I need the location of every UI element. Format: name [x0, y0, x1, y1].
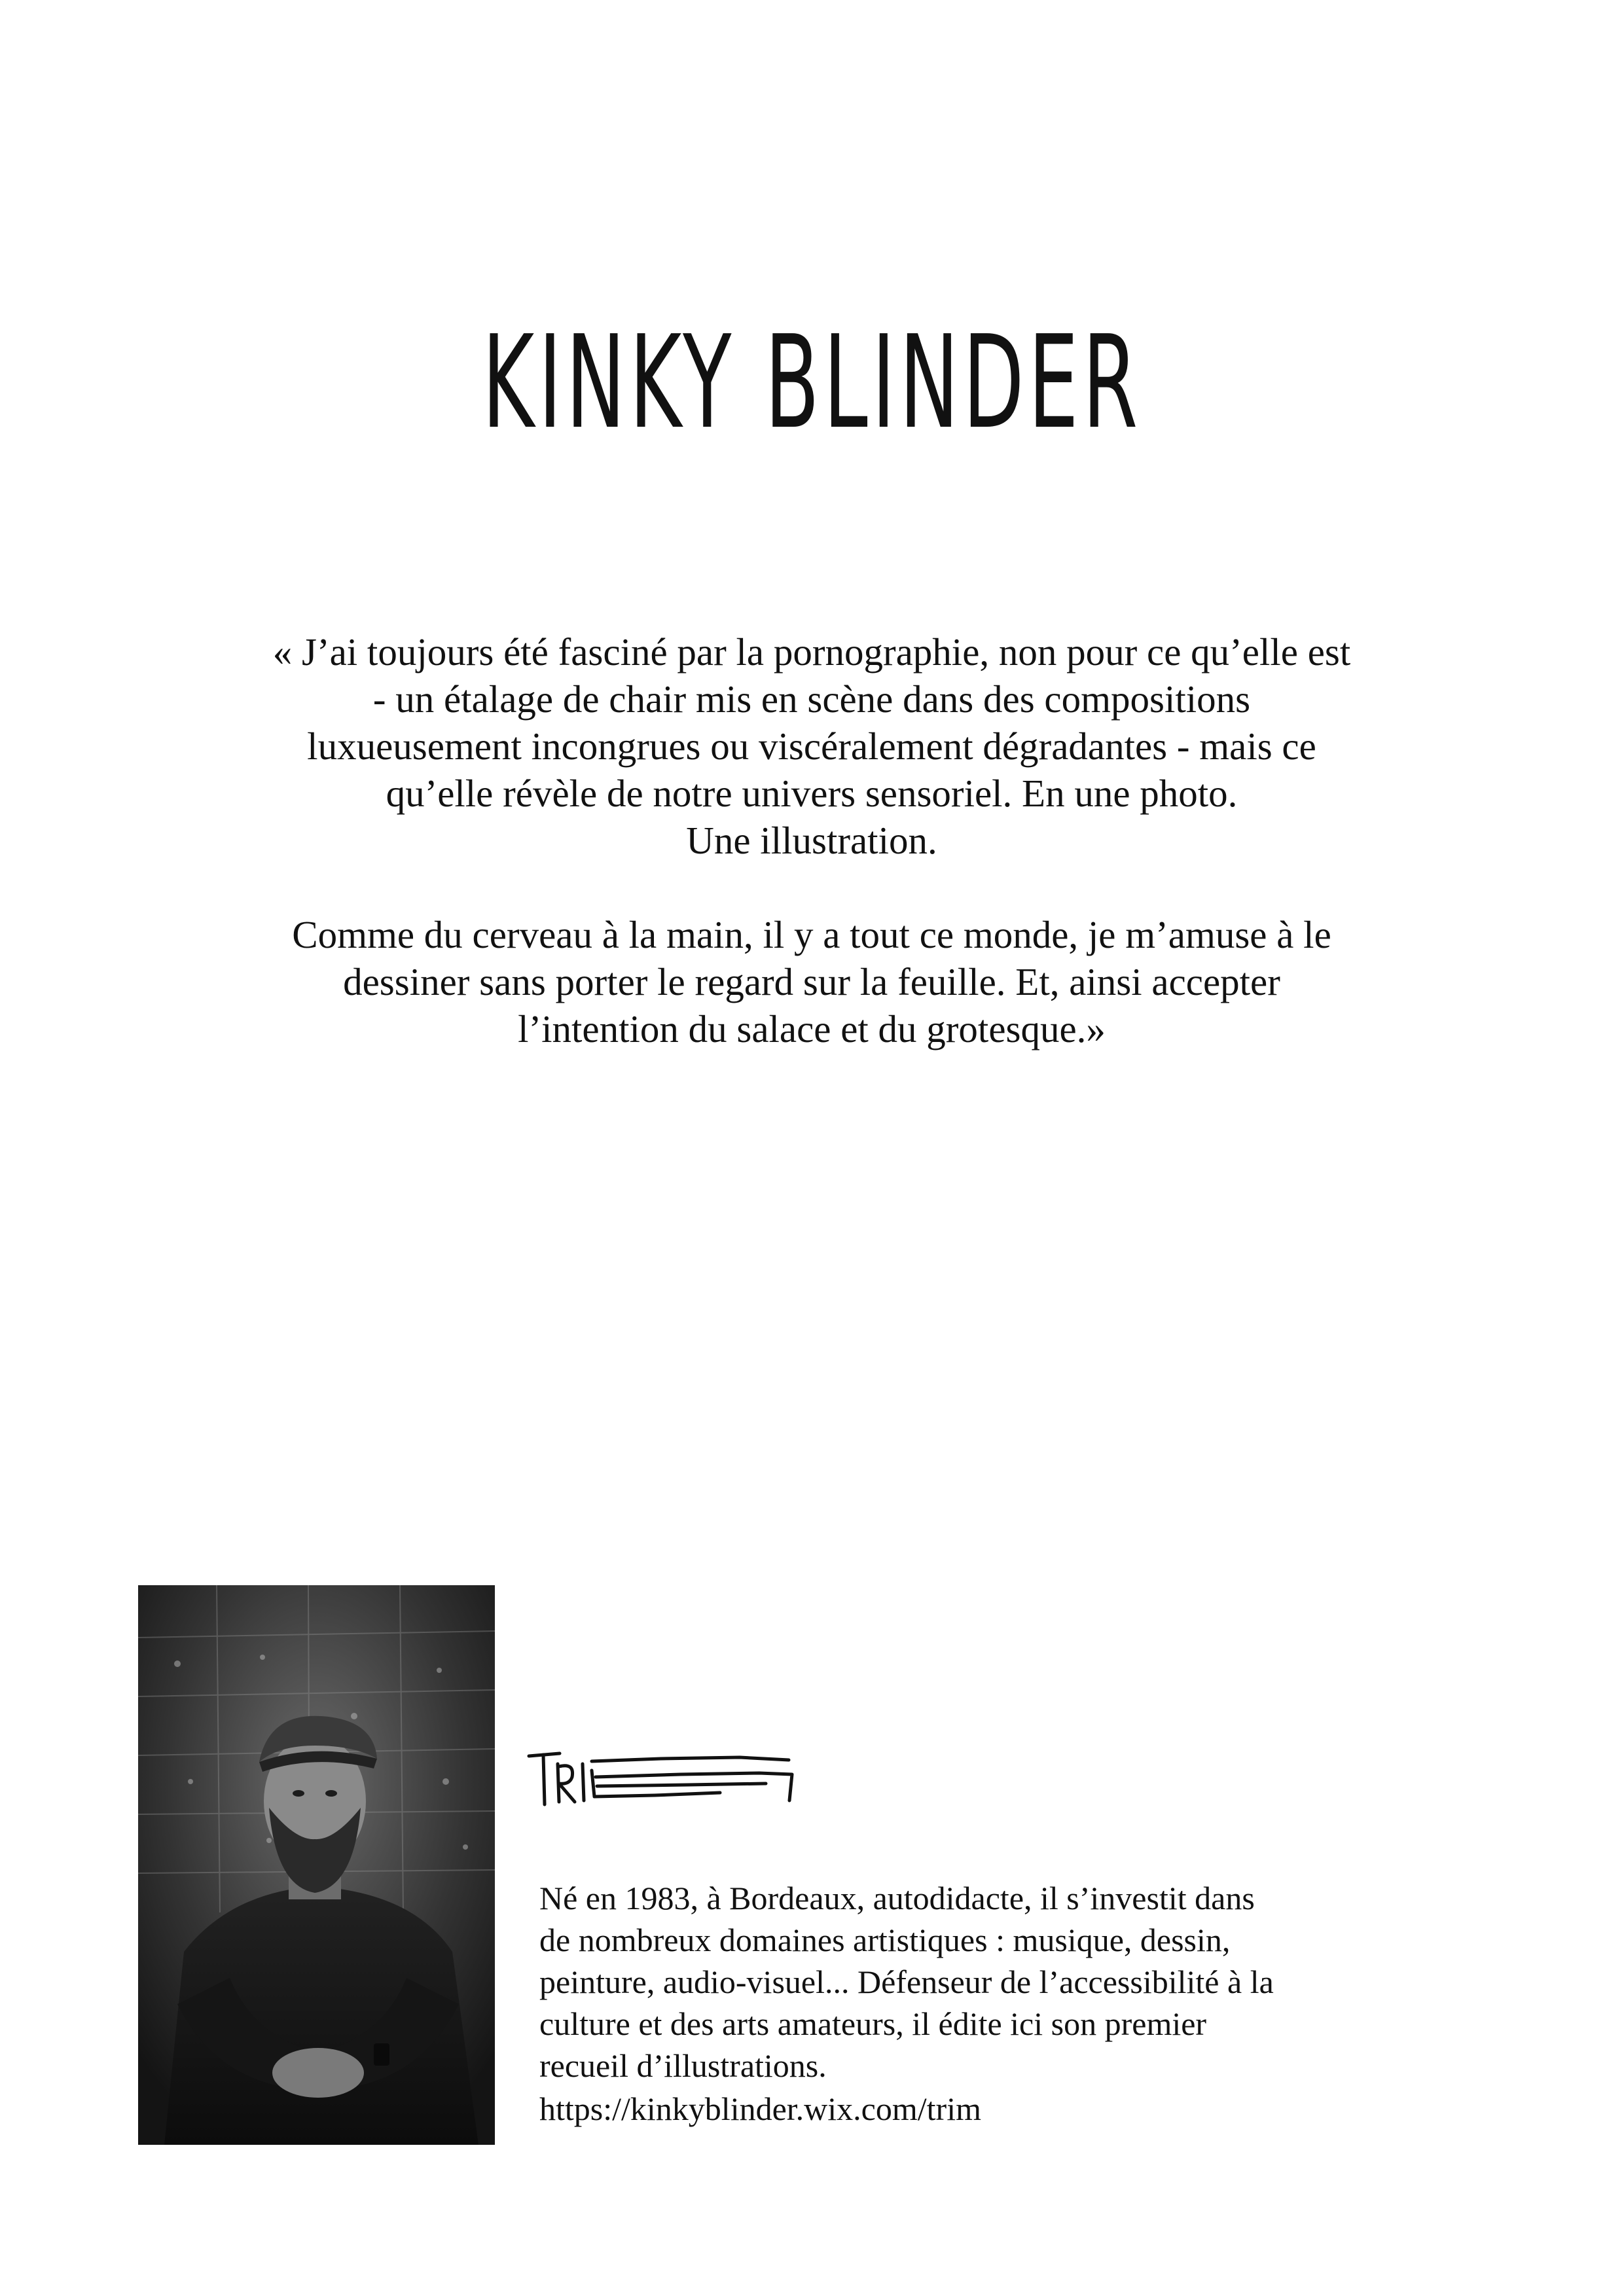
signature: [524, 1744, 799, 1823]
quote-line: « J’ai toujours été fasciné par la pornographie, non pour ce qu’elle est: [272, 630, 1351, 673]
website-link[interactable]: https://kinkyblinder.wix.com/trim: [539, 2090, 981, 2127]
bio-line: culture et des arts amateurs, il édite ici son premier: [539, 2005, 1207, 2042]
bio-line: Né en 1983, à Bordeaux, autodidacte, il s’investit dans: [539, 1880, 1255, 1916]
quote-line: luxueusement incongrues ou viscéralement dégradantes - mais ce: [307, 725, 1316, 768]
bio-line: recueil d’illustrations.: [539, 2047, 827, 2084]
quote-line: Une illustration.: [686, 819, 937, 862]
quote-block: [157, 628, 1466, 1052]
quote-line: dessiner sans porter le regard sur la feuille. Et, ainsi accepter: [343, 960, 1280, 1003]
bio-line: de nombreux domaines artistiques : musique, dessin,: [539, 1922, 1231, 1958]
quote-line: Comme du cerveau à la main, il y a tout ce monde, je m’amuse à le: [292, 913, 1331, 956]
quote-paragraph-2: [157, 911, 1466, 1052]
signature-drawing: [524, 1744, 799, 1823]
quote-line: l’intention du salace et du grotesque.»: [518, 1007, 1106, 1050]
bio-line: peinture, audio-visuel... Défenseur de l’accessibilité à la: [539, 1964, 1274, 2000]
quote-paragraph-1: [157, 628, 1466, 864]
quote-line: qu’elle révèle de notre univers sensoriel. En une photo.: [386, 772, 1238, 815]
author-bio: [539, 1877, 1456, 2087]
quote-line: - un étalage de chair mis en scène dans des compositions: [372, 677, 1251, 721]
author-photo: [138, 1585, 495, 2145]
page-title: KINKY BLINDER: [482, 308, 1142, 457]
